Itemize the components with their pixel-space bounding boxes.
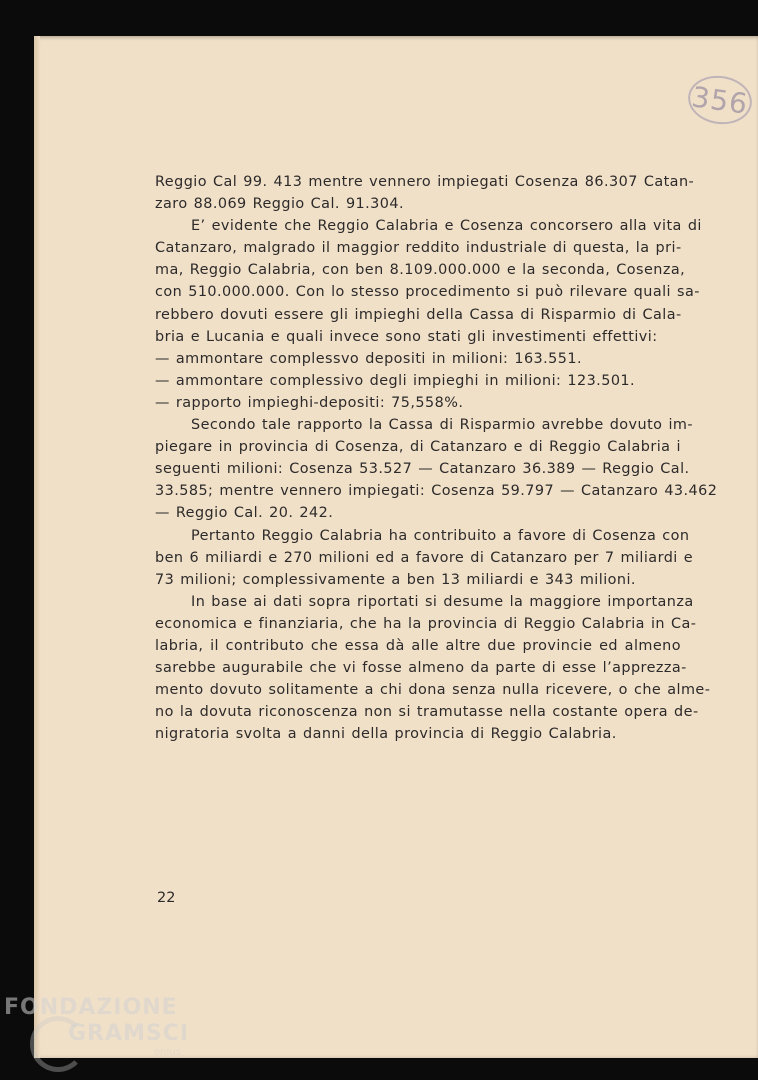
- archive-number-stamp: 356: [685, 72, 755, 128]
- body-text: [155, 171, 718, 745]
- page-number: 22: [157, 890, 176, 906]
- watermark-line-2: GRAMSCI: [68, 1021, 190, 1046]
- text-line: Catanzaro, malgrado il maggior reddito industriale di questa, la pri-: [155, 240, 682, 257]
- text-line: — ammontare complessvo depositi in milioni: 163.551.: [155, 350, 583, 367]
- page-binding-edge: [34, 36, 40, 1058]
- text-line: Secondo tale rapporto la Cassa di Risparmio avrebbe dovuto im-: [191, 417, 694, 434]
- watermark-line-3: onlus: [154, 1047, 181, 1058]
- text-line: — rapporto impieghi-depositi: 75,558%.: [155, 394, 464, 411]
- text-line: economica e finanziaria, che ha la provincia di Reggio Calabria in Ca-: [155, 615, 697, 632]
- text-line: bria e Lucania e quali invece sono stati gli investimenti effettivi:: [155, 328, 658, 345]
- text-line: Reggio Cal 99. 413 mentre vennero impiegati Cosenza 86.307 Catan-: [155, 174, 695, 190]
- text-line: mento dovuto solitamente a chi dona senza nulla ricevere, o che alme-: [155, 682, 711, 699]
- text-line: nigratoria svolta a danni della provincia di Reggio Calabria.: [155, 726, 617, 743]
- text-line: labria, il contributo che essa dà alle altre due provincie ed almeno: [155, 637, 681, 654]
- text-line: — Reggio Cal. 20. 242.: [155, 505, 334, 522]
- text-line: In base ai dati sopra riportati si desume la maggiore importanza: [191, 593, 694, 610]
- text-line: sarebbe augurabile che vi fosse almeno da parte di esse l’apprezza-: [155, 660, 687, 677]
- text-line: seguenti milioni: Cosenza 53.527 — Catanzaro 36.389 — Reggio Cal.: [155, 461, 690, 478]
- text-line: rebbero dovuti essere gli impieghi della Cassa di Risparmio di Cala-: [155, 306, 682, 323]
- watermark: [4, 995, 189, 1058]
- text-line: E’ evidente che Reggio Calabria e Cosenza concorsero alla vita di: [191, 218, 702, 235]
- text-line: 73 milioni; complessivamente a ben 13 miliardi e 343 milioni.: [155, 571, 636, 588]
- text-line: ben 6 miliardi e 270 milioni ed a favore di Catanzaro per 7 miliardi e: [155, 549, 694, 566]
- text-line: zaro 88.069 Reggio Cal. 91.304.: [155, 196, 405, 213]
- text-line: Pertanto Reggio Calabria ha contribuito a favore di Cosenza con: [191, 527, 690, 544]
- text-line: — ammontare complessivo degli impieghi in milioni: 123.501.: [155, 372, 636, 389]
- text-line: no la dovuta riconoscenza non si tramutasse nella costante opera de-: [155, 704, 699, 721]
- watermark-line-1: FONDAZIONE: [4, 995, 178, 1020]
- text-line: ma, Reggio Calabria, con ben 8.109.000.000 e la seconda, Cosenza,: [155, 262, 686, 279]
- text-line: piegare in provincia di Cosenza, di Catanzaro e di Reggio Calabria i: [155, 439, 681, 456]
- text-line: 33.585; mentre vennero impiegati: Cosenza 59.797 — Catanzaro 43.462: [155, 483, 718, 500]
- text-line: con 510.000.000. Con lo stesso procedimento si può rilevare quali sa-: [155, 284, 700, 301]
